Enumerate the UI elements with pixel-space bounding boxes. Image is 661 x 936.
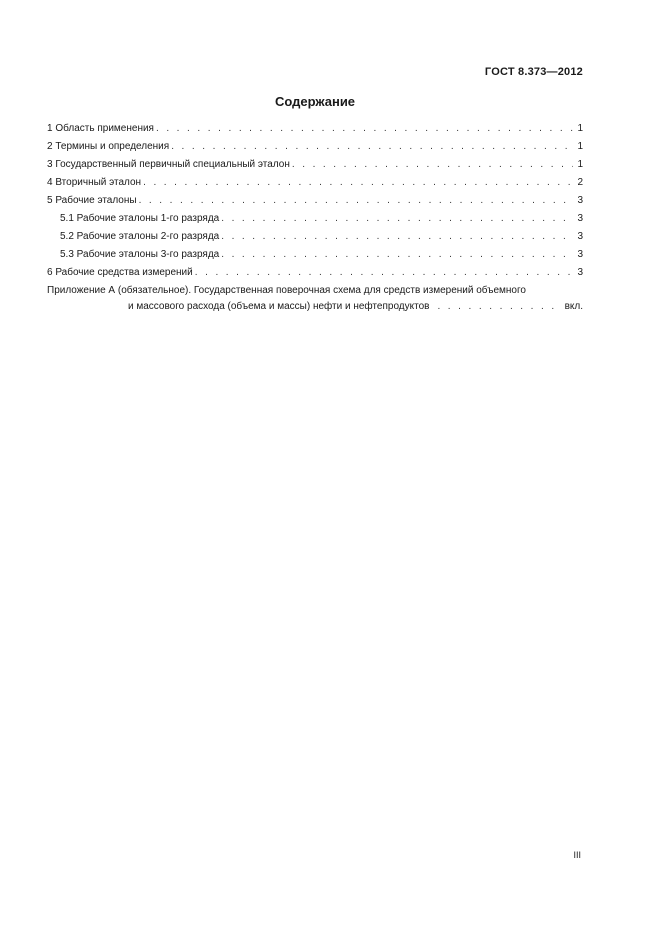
toc-item-label: 1 Область применения	[47, 123, 154, 134]
toc-item-label: 5.2 Рабочие эталоны 2-го разряда	[60, 231, 220, 242]
toc-item-5-3[interactable]	[47, 248, 583, 266]
toc-item-page: 3	[577, 231, 583, 242]
toc-item-label: 3 Государственный первичный специальный эталон	[47, 159, 290, 170]
toc-leader-dots	[292, 158, 574, 172]
toc-item-label: 6 Рабочие средства измерений	[47, 267, 193, 278]
toc-item-5[interactable]	[47, 194, 583, 212]
toc-item-5-2[interactable]	[47, 230, 583, 248]
toc-leader-dots	[139, 194, 574, 208]
toc-item-page: 3	[577, 213, 583, 224]
toc-item-6[interactable]	[47, 266, 583, 284]
toc-item-page: 3	[577, 249, 583, 260]
toc-leader-dots	[171, 140, 573, 154]
appendix-title-line1: Приложение А (обязательное). Государственная поверочная схема для средств измерений объемного	[47, 285, 526, 296]
toc-item-5-1[interactable]	[47, 212, 583, 230]
header-code: ГОСТ 8.373—2012	[484, 66, 583, 78]
page-number: III	[573, 850, 581, 860]
toc-item-label: 5 Рабочие эталоны	[47, 195, 137, 206]
appendix-page: вкл.	[564, 301, 583, 312]
toc-item-4[interactable]	[47, 176, 583, 194]
toc-leader-dots	[437, 300, 560, 314]
toc-appendix[interactable]	[47, 284, 583, 316]
toc-item-page: 3	[577, 195, 583, 206]
toc-item-2[interactable]	[47, 140, 583, 158]
toc-leader-dots	[195, 266, 574, 280]
table-of-contents	[47, 122, 583, 316]
toc-item-1[interactable]	[47, 122, 583, 140]
toc-item-label: 4 Вторичный эталон	[47, 177, 142, 188]
appendix-title-line2-row	[47, 300, 583, 316]
toc-leader-dots	[221, 212, 573, 226]
toc-item-page: 1	[577, 141, 583, 152]
toc-item-page: 1	[577, 159, 583, 170]
toc-item-page: 1	[577, 123, 583, 134]
toc-item-label: 5.1 Рабочие эталоны 1-го разряда	[60, 213, 220, 224]
toc-item-label: 5.3 Рабочие эталоны 3-го разряда	[60, 249, 220, 260]
appendix-title-line2: и массового расхода (объема и массы) нефти и нефтепродуктов	[128, 301, 430, 312]
toc-leader-dots	[143, 176, 573, 190]
toc-leader-dots	[156, 122, 573, 136]
toc-item-page: 2	[577, 177, 583, 188]
toc-item-page: 3	[577, 267, 583, 278]
toc-item-label: 2 Термины и определения	[47, 141, 170, 152]
toc-leader-dots	[221, 230, 573, 244]
toc-leader-dots	[221, 248, 573, 262]
toc-title: Содержание	[274, 94, 356, 109]
toc-item-3[interactable]	[47, 158, 583, 176]
